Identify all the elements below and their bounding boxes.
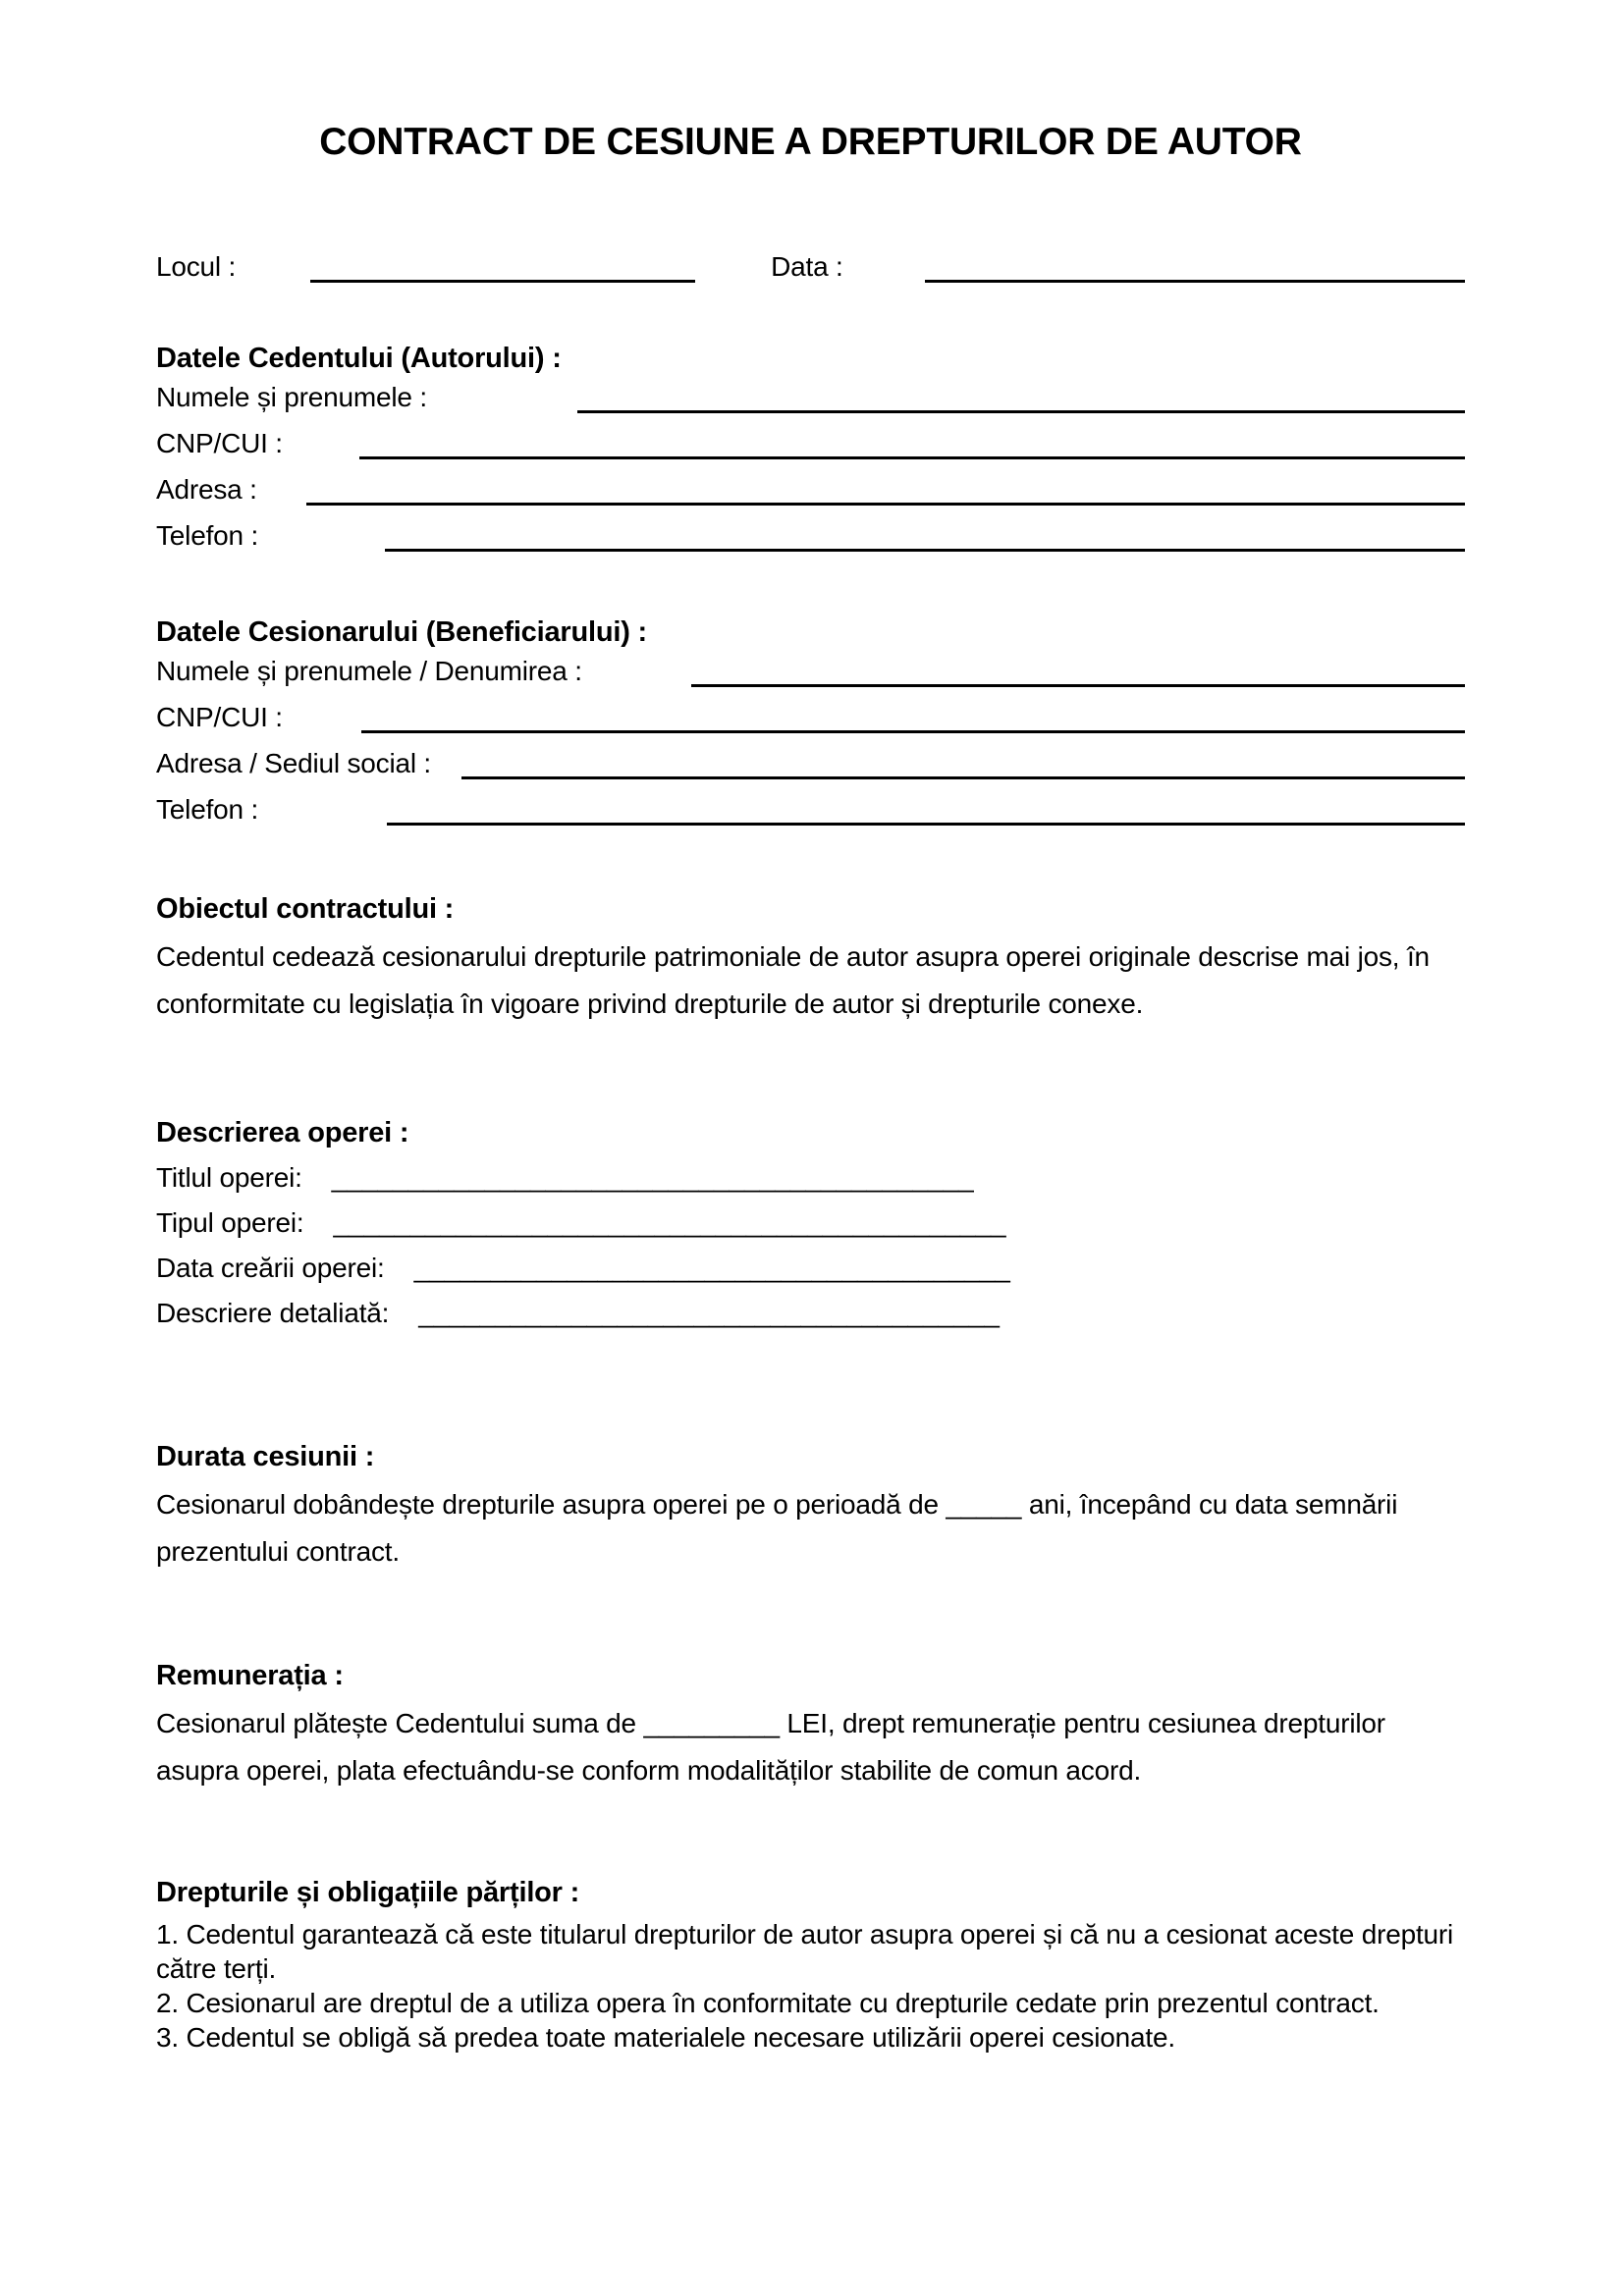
durata-paragraph: Cesionarul dobândește drepturile asupra operei pe o perioadă de _____ ani, începând cu data semnării prezentului contract.: [156, 1489, 1398, 1567]
field-blank-line: [306, 502, 1465, 506]
section-heading-obiect: Obiectul contractului :: [156, 893, 455, 925]
field-row-cedent-adresa: [156, 459, 1465, 506]
field-row-titlul-operei: [156, 1155, 1465, 1201]
field-label: CNP/CUI :: [156, 702, 283, 732]
field-label: Adresa :: [156, 474, 257, 505]
field-blank-underscores: _______________________________________: [413, 1253, 1010, 1283]
field-blank-line: [385, 548, 1465, 552]
field-label: Numele și prenumele / Denumirea :: [156, 656, 582, 686]
field-label: CNP/CUI :: [156, 428, 283, 458]
field-label: Telefon :: [156, 520, 259, 551]
section-heading-cedent: Datele Cedentului (Autorului) :: [156, 343, 562, 374]
field-row-cesionar-cnp: [156, 687, 1465, 733]
field-label: Titlul operei:: [156, 1162, 302, 1193]
field-blank-line: [359, 455, 1465, 459]
remuneratia-paragraph: Cesionarul plătește Cedentului suma de _________ LEI, drept remunerație pentru cesiunea drepturilor asupra operei, plata efectuându-se conform modalităților stabilite de comun acord.: [156, 1708, 1385, 1786]
field-label: Adresa / Sediul social :: [156, 748, 432, 778]
field-label: Descriere detaliată:: [156, 1298, 390, 1328]
clauses-list: [156, 1917, 1465, 2055]
clause-item-2: 2. Cesionarul are dreptul de a utiliza opera în conformitate cu drepturile cedate prin prezentul contract.: [156, 1988, 1380, 2018]
field-row-data-crearii: [156, 1246, 1465, 1291]
place-date-row: [156, 240, 1465, 283]
field-label: Tipul operei:: [156, 1207, 304, 1238]
field-row-cedent-telefon: [156, 506, 1465, 552]
field-row-cesionar-adresa: [156, 733, 1465, 779]
obiect-paragraph: Cedentul cedează cesionarului drepturile patrimoniale de autor asupra operei originale descrise mai jos, în conformitate cu legislația în vigoare privind drepturile de autor și drepturile conexe.: [156, 941, 1430, 1019]
place-label: Locul :: [156, 251, 237, 282]
place-blank-line: [310, 279, 695, 283]
document-title: CONTRACT DE CESIUNE A DREPTURILOR DE AUTOR: [319, 121, 1302, 163]
field-row-cesionar-telefon: [156, 779, 1465, 826]
section-heading-descriere: Descrierea operei :: [156, 1117, 409, 1148]
field-blank-line: [577, 409, 1465, 413]
field-row-descriere-detaliata: [156, 1291, 1465, 1336]
section-heading-cesionar: Datele Cesionarului (Beneficiarului) :: [156, 616, 647, 648]
field-blank-line: [361, 729, 1465, 733]
date-label: Data :: [771, 251, 843, 282]
field-label: Numele și prenumele :: [156, 382, 427, 412]
clause-item-1: 1. Cedentul garantează că este titularul drepturilor de autor asupra operei și că nu a cesionat aceste drepturi către terți.: [156, 1919, 1454, 1984]
section-heading-drepturi: Drepturile și obligațiile părților :: [156, 1877, 580, 1908]
field-row-tipul-operei: [156, 1201, 1465, 1246]
field-blank-line: [691, 683, 1465, 687]
field-label: Telefon :: [156, 794, 259, 825]
field-label: Data creării operei:: [156, 1253, 385, 1283]
field-blank-line: [387, 822, 1465, 826]
date-blank-line: [925, 279, 1465, 283]
field-blank-underscores: ____________________________________________: [333, 1207, 1006, 1238]
field-row-cedent-cnp: [156, 413, 1465, 459]
section-heading-durata: Durata cesiunii :: [156, 1441, 375, 1472]
clause-item-3: 3. Cedentul se obligă să predea toate materialele necesare utilizării operei cesionate.: [156, 2022, 1175, 2053]
field-blank-underscores: __________________________________________: [331, 1162, 974, 1193]
field-blank-line: [461, 775, 1465, 779]
field-blank-underscores: ______________________________________: [418, 1298, 1000, 1328]
section-heading-remuneratia: Remunerația :: [156, 1660, 344, 1691]
